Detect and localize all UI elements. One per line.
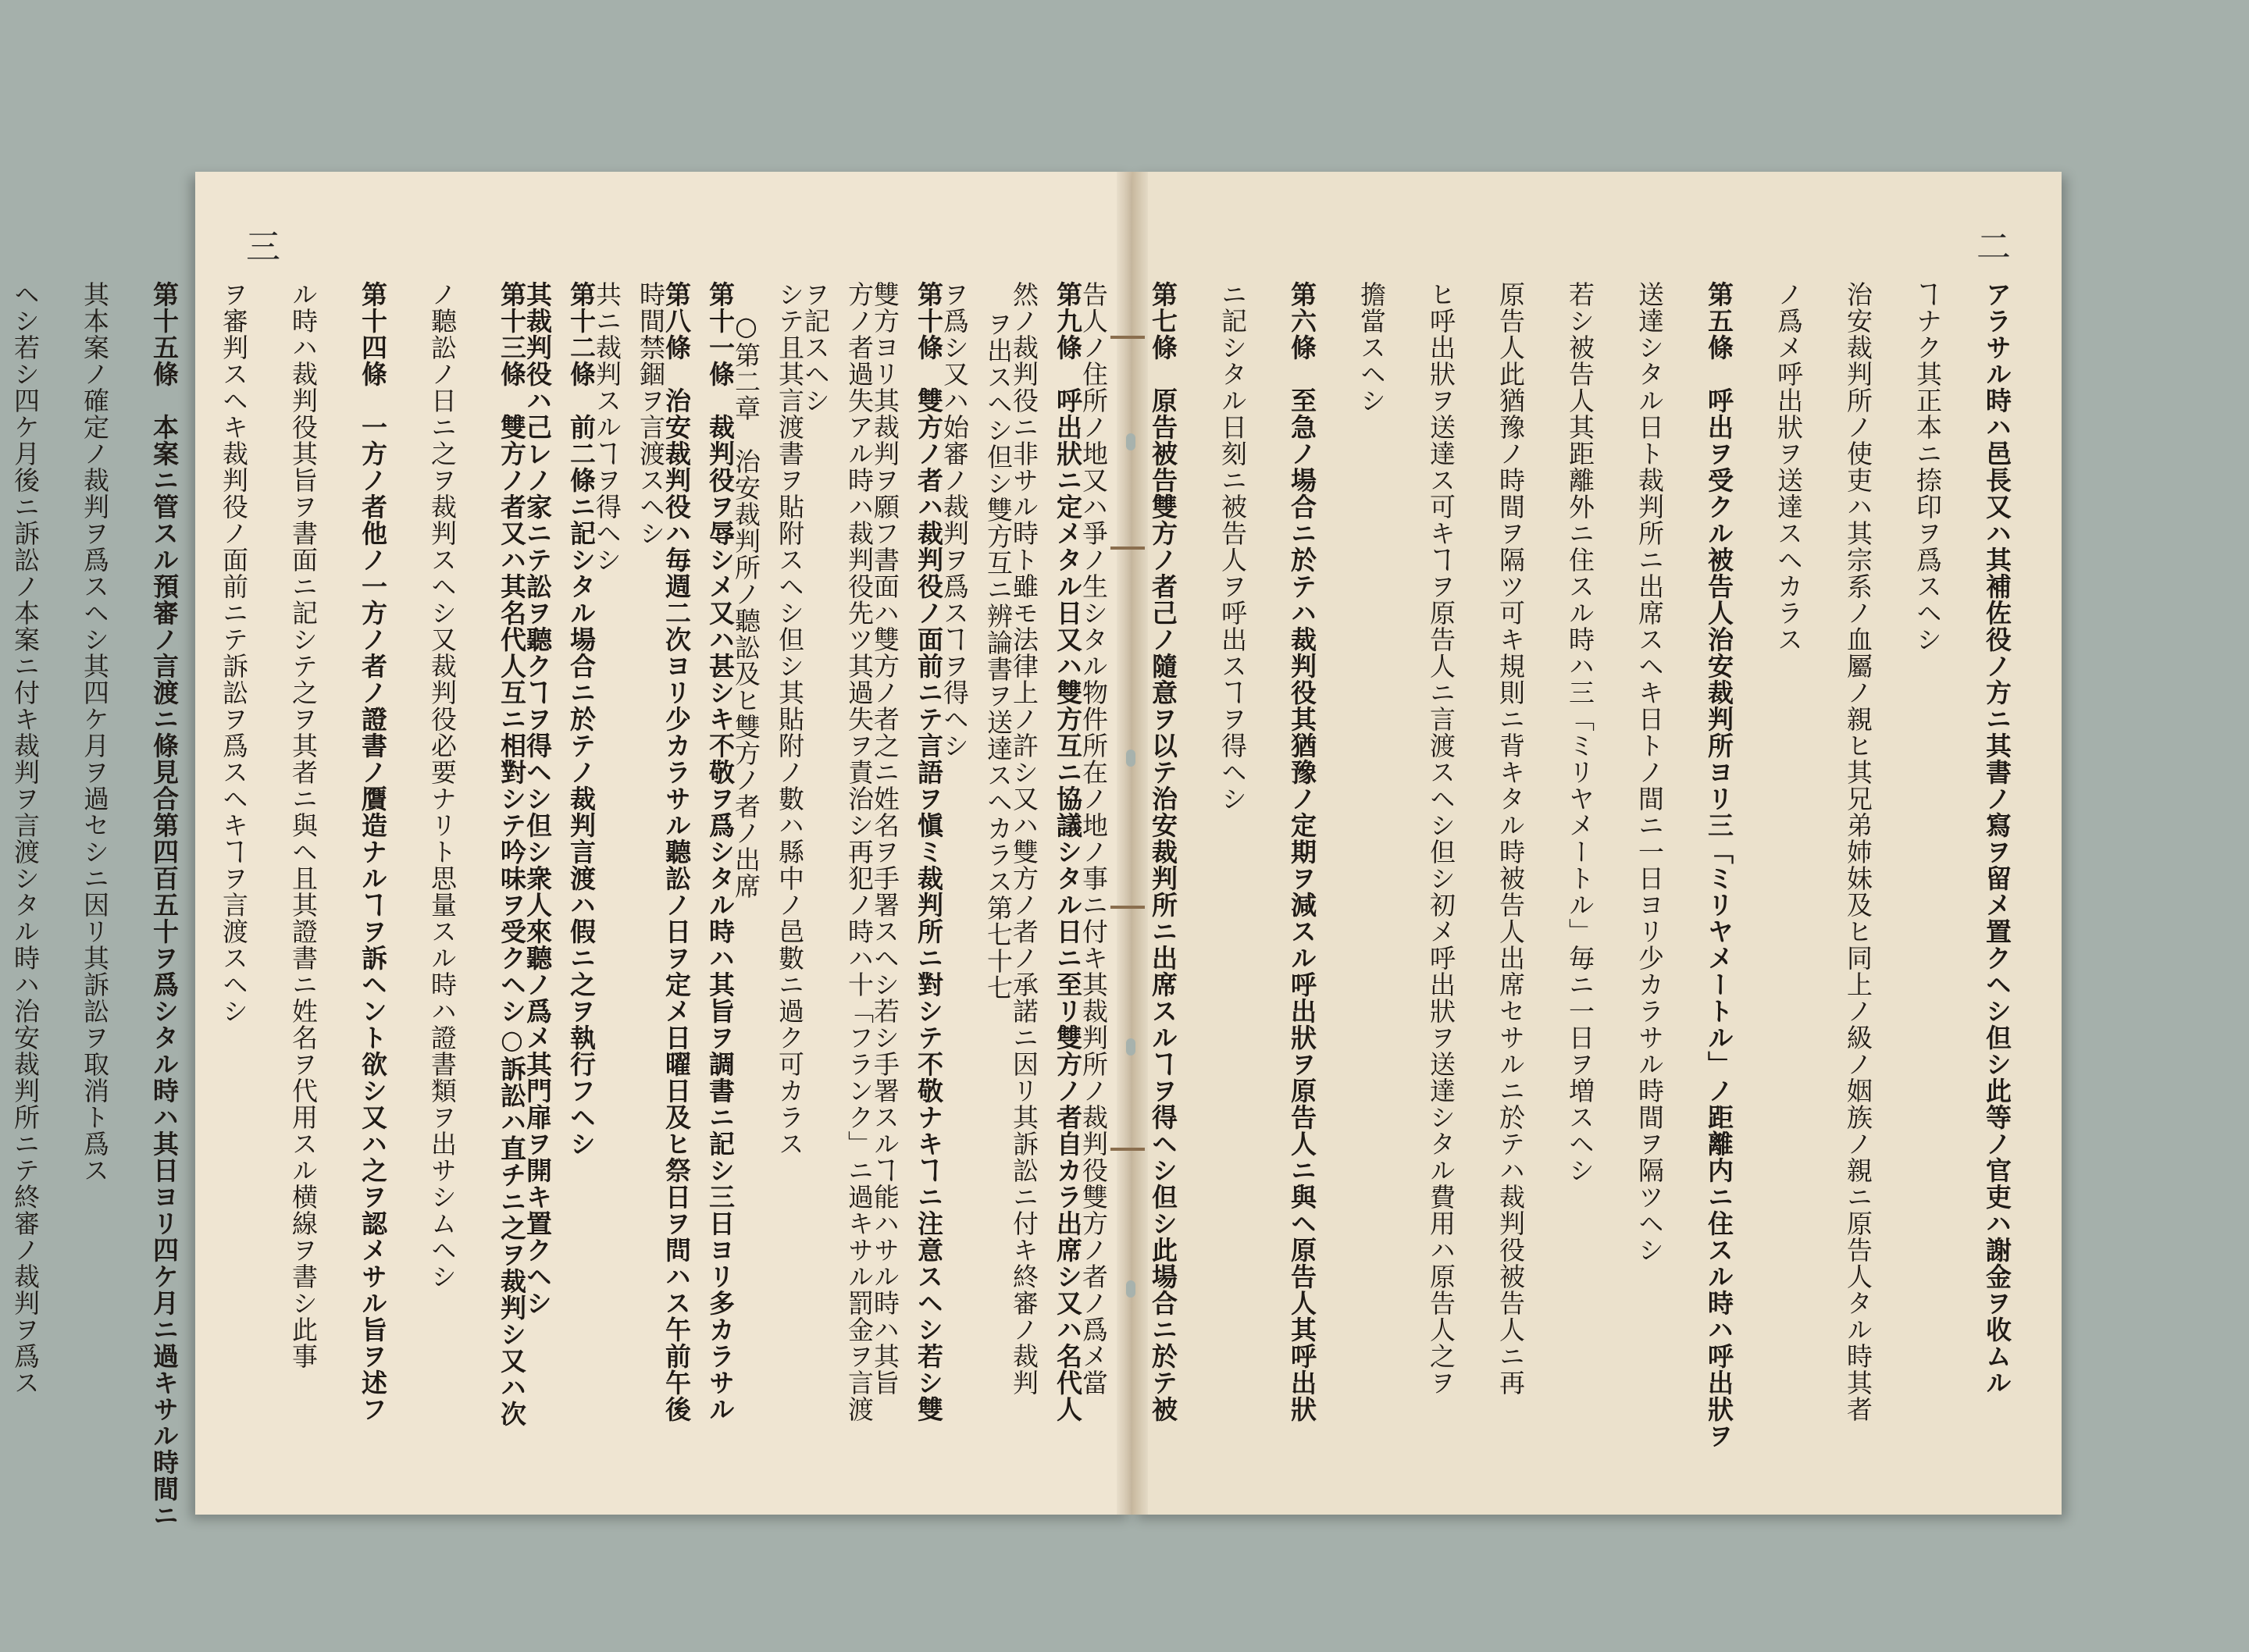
text-column: 其本案ノ確定ノ裁判ヲ爲スヘシ其四ケ月ヲ過セシニ因リ其訴訟ヲ取消ト爲ス: [80, 281, 110, 1184]
binding-stitch: [1110, 1148, 1145, 1151]
binding-hole: [1126, 1038, 1135, 1056]
book-gutter: [1117, 172, 1148, 1515]
text-column: ヒ呼出狀ヲ送達ス可キヿヲ原告人ニ言渡スヘシ但シ初メ呼出狀ヲ送達シタル費用ハ原告人之ヲ: [1426, 281, 1456, 1396]
text-column: ヿナク其正本ニ捺印ヲ爲スヘシ: [1912, 281, 1943, 653]
text-column: 告人ノ住所ノ地又ハ爭ノ生シタル物件所在ノ地ノ事ニ付キ其裁判所ノ裁判役雙方ノ者ノ爲メ當: [1078, 281, 1109, 1396]
text-column: 第十一條 裁判役ヲ辱シメ又ハ甚シキ不敬ヲ爲シタル時ハ其旨ヲ調書ニ記シ三日ヨリ多カラサル: [705, 281, 736, 1422]
binding-hole: [1126, 749, 1135, 767]
text-column: ヲ爲シ又ハ始審ノ裁判ヲ爲スヿヲ得ヘシ: [939, 281, 970, 759]
text-column: 原告人此猶豫ノ時間ヲ隔ツ可キ規則ニ背キタル時被告人出席セサルニ於テハ裁判役被告人ニ再: [1495, 281, 1526, 1396]
text-column: 時間禁錮ヲ言渡スヘシ: [636, 281, 666, 547]
text-column: 第十四條 一方ノ者他ノ一方ノ者ノ證書ノ贋造ナルヿヲ訴ヘント欲シ又ハ之ヲ認メサル旨ヲ述フ: [358, 281, 388, 1422]
binding-stitch: [1110, 547, 1145, 550]
binding-stitch: [1110, 906, 1145, 909]
text-column: ニ記シタル日刻ニ被告人ヲ呼出スヿヲ得ヘシ: [1217, 281, 1248, 812]
text-column: 方ノ者過失アル時ハ裁判役先ツ其過失ヲ責治シ再犯ノ時ハ十「フランク」ニ過キサル罰金ヲ言渡: [844, 281, 875, 1422]
text-column: 第十條 雙方ノ者ハ裁判役ノ面前ニテ言語ヲ愼ミ裁判所ニ對シテ不敬ナキヿニ注意スヘシ若シ雙: [914, 281, 944, 1422]
text-column: 然ノ裁判役ニ非サル時ト雖モ法律上ノ許シ又ハ雙方ノ者ノ承諾ニ因リ其訴訟ニ付キ終審ノ裁判: [1009, 281, 1039, 1396]
text-column: 第九條 呼出狀ニ定メタル日又ハ雙方互ニ協議シタル日ニ至リ雙方ノ者自カラ出席シ又ハ名代人: [1053, 281, 1083, 1422]
binding-hole: [1126, 1280, 1135, 1298]
text-column: ヲ記スヘシ: [800, 281, 831, 414]
text-column: 送達シタル日ト裁判所ニ出席スヘキ日トノ間ニ一日ヨリ少カラサル時間ヲ隔ツヘシ: [1634, 281, 1665, 1263]
text-column: 第六條 至急ノ場合ニ於テハ裁判役其猶豫ノ定期ヲ減スル呼出狀ヲ原告人ニ與ヘ原告人其呼出狀: [1287, 281, 1317, 1422]
text-column: 若シ被告人其距離外ニ住スル時ハ三「ミリヤメートル」毎ニ一日ヲ増スヘシ: [1565, 281, 1595, 1184]
text-column: 其裁判役ハ己レノ家ニテ訟ヲ聽クヿヲ得ヘシ但シ衆人來聽ノ爲メ其門扉ヲ開キ置クヘシ: [522, 281, 553, 1316]
text-column: ヲ出スヘシ但シ雙方互ニ辨論書ヲ送達スヘカラス第七十七: [983, 311, 1014, 1001]
text-column: ノ爲メ呼出狀ヲ送達スヘカラス: [1773, 281, 1804, 653]
chapter-heading: ○第二章 治安裁判所ノ聽訟及ヒ雙方ノ者ノ出席: [731, 311, 761, 899]
text-column: 第八條 治安裁判役ハ毎週二次ヨリ少カラサル聽訟ノ日ヲ定メ日曜日及ヒ祭日ヲ問ハス午前午後: [661, 281, 692, 1422]
text-column: 治安裁判所ノ使吏ハ其宗系ノ血屬ノ親ヒ其兄弟姉妹及ヒ同上ノ級ノ姻族ノ親ニ原告人タル時其者: [1843, 281, 1873, 1422]
text-column: ヲ審判スヘキ裁判役ノ面前ニテ訴訟ヲ爲スヘキヿヲ言渡スヘシ: [219, 281, 249, 1024]
binding-stitch: [1110, 336, 1145, 339]
binding-hole: [1126, 433, 1135, 450]
text-column: ノ聽訟ノ日ニ之ヲ裁判スヘシ又裁判役必要ナリト思量スル時ハ證書類ヲ出サシムヘシ: [427, 281, 458, 1290]
text-column: 第五條 呼出ヲ受クル被告人治安裁判所ヨリ三「ミリヤメートル」ノ距離内ニ住スル時ハ呼出狀ヲ: [1704, 281, 1734, 1449]
text-column: 雙方ヨリ其裁判ヲ願フ書面ハ雙方ノ者之ニ姓名ヲ手署スヘシ若シ手署スルヿ能ハサル時ハ其旨: [870, 281, 900, 1396]
page-number: 三: [246, 227, 280, 267]
text-column: 擔當スヘシ: [1356, 281, 1387, 414]
text-column: アラサル時ハ邑長又ハ其補佐役ノ方ニ其書ノ寫ヲ留メ置クヘシ但シ此等ノ官吏ハ謝金ヲ收ムル: [1982, 281, 2012, 1396]
text-column: 第七條 原告被告雙方ノ者己ノ隨意ヲ以テ治安裁判所ニ出席スルヿヲ得ヘシ但シ此場合ニ於テ被: [1148, 281, 1178, 1422]
text-column: ヘシ若シ四ケ月後ニ訴訟ノ本案ニ付キ裁判ヲ言渡シタル時ハ治安裁判所ニテ終審ノ裁判ヲ爲ス: [10, 281, 41, 1396]
text-column: ル時ハ裁判役其旨ヲ書面ニ記シテ之ヲ其者ニ與ヘ且其證書ニ姓名ヲ代用スル横線ヲ書シ此事: [288, 281, 319, 1369]
text-column: 第十五條 本案ニ管スル預審ノ言渡ニ條見合第四百五十ヲ爲シタル時ハ其日ヨリ四ケ月ニ過キサル時間ニ: [149, 281, 180, 1529]
text-column: 第十二條 前二條ニ記シタル場合ニ於テノ裁判言渡ハ假ニ之ヲ執行フヘシ: [566, 281, 597, 1157]
text-column: シテ且其言渡書ヲ貼附スヘシ但シ其貼附ノ數ハ縣中ノ邑數ニ過ク可カラス: [775, 281, 805, 1157]
text-column: 第十三條 雙方ノ者又ハ其名代人互ニ相對シテ吟味ヲ受クヘシ○訴訟ハ直チニ之ヲ裁判シ又ハ次: [497, 281, 527, 1427]
text-column: 共ニ裁判スルヿヲ得ヘシ: [592, 281, 622, 573]
page-number: 二: [1976, 227, 2011, 267]
